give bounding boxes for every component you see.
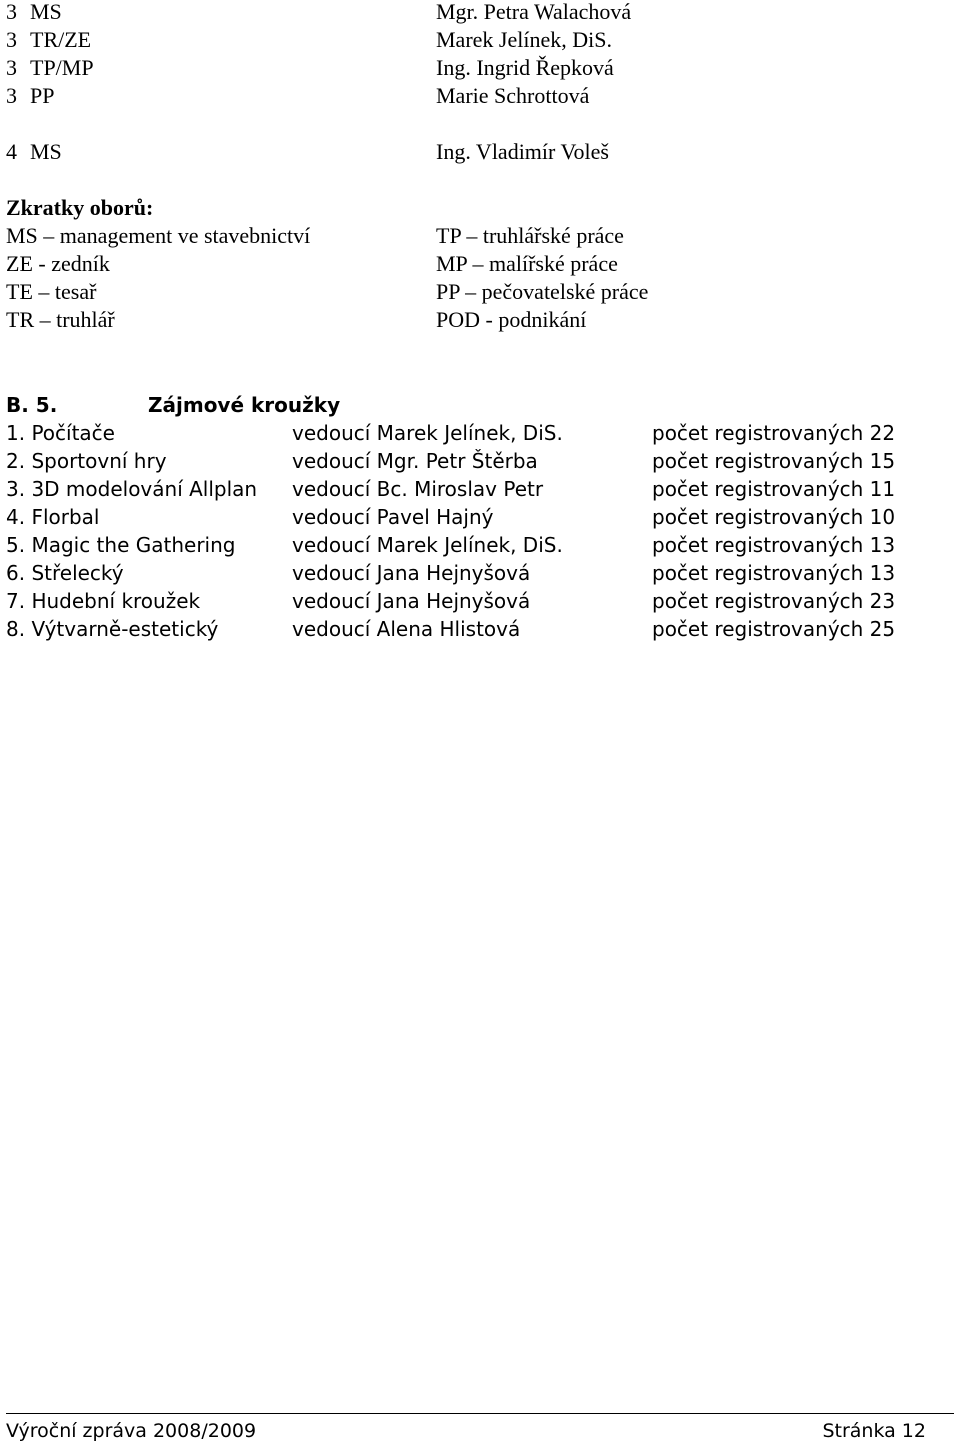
section-number: B. 5. — [6, 393, 58, 417]
club-row — [6, 531, 946, 559]
club-row — [6, 587, 946, 615]
field-code: MS — [30, 0, 62, 24]
club-leader: vedoucí Marek Jelínek, DiS. — [292, 421, 563, 445]
club-registered: počet registrovaných 15 — [652, 449, 896, 473]
club-registered: počet registrovaných 25 — [652, 617, 896, 641]
club-name: 4. Florbal — [6, 505, 100, 529]
teacher-row — [6, 0, 946, 26]
club-leader: vedoucí Bc. Miroslav Petr — [292, 477, 544, 501]
club-registered: počet registrovaných 13 — [652, 533, 896, 557]
field-code: TP/MP — [30, 55, 94, 80]
teacher-name: Marek Jelínek, DiS. — [436, 27, 612, 52]
teacher-name: Ing. Ingrid Řepková — [436, 55, 614, 80]
teacher-row — [6, 138, 946, 166]
club-name: 7. Hudební kroužek — [6, 589, 201, 613]
club-registered: počet registrovaných 10 — [652, 505, 896, 529]
grade: 3 — [6, 83, 17, 108]
field-code: PP — [30, 83, 55, 108]
club-row — [6, 475, 946, 503]
club-registered: počet registrovaných 11 — [652, 477, 896, 501]
abbreviation-item: MS – management ve stavebnictví — [6, 223, 311, 248]
grade: 3 — [6, 0, 17, 24]
teacher-row — [6, 54, 946, 82]
club-name: 3. 3D modelování Allplan — [6, 477, 258, 501]
club-leader: vedoucí Jana Hejnyšová — [292, 561, 531, 585]
teacher-name: Marie Schrottová — [436, 83, 590, 108]
section-title: Zájmové kroužky — [148, 393, 341, 417]
abbreviation-item: MP – malířské práce — [436, 251, 618, 276]
club-name: 5. Magic the Gathering — [6, 533, 236, 557]
grade: 3 — [6, 27, 17, 52]
abbreviation-item: ZE - zedník — [6, 251, 110, 276]
abbreviation-item: TE – tesař — [6, 279, 97, 304]
abbreviation-item: PP – pečovatelské práce — [436, 279, 649, 304]
teacher-name: Mgr. Petra Walachová — [436, 0, 632, 24]
club-leader: vedoucí Mgr. Petr Štěrba — [292, 449, 538, 473]
grade: 4 — [6, 139, 17, 164]
club-row — [6, 615, 946, 643]
teacher-row — [6, 82, 946, 110]
abbreviation-item: POD - podnikání — [436, 307, 587, 332]
club-registered: počet registrovaných 13 — [652, 561, 896, 585]
club-leader: vedoucí Pavel Hajný — [292, 505, 494, 529]
club-name: 6. Střelecký — [6, 561, 124, 585]
club-leader: vedoucí Alena Hlistová — [292, 617, 521, 641]
club-registered: počet registrovaných 22 — [652, 421, 896, 445]
footer-title: Výroční zpráva 2008/2009 — [6, 1420, 257, 1442]
grade: 3 — [6, 55, 17, 80]
abbreviation-item: TP – truhlářské práce — [436, 223, 624, 248]
teacher-row — [6, 26, 946, 54]
club-name: 1. Počítače — [6, 421, 115, 445]
club-name: 2. Sportovní hry — [6, 449, 167, 473]
page-number: Stránka 12 — [822, 1420, 926, 1442]
teacher-name: Ing. Vladimír Voleš — [436, 139, 609, 164]
club-row — [6, 447, 946, 475]
club-row — [6, 503, 946, 531]
club-row — [6, 559, 946, 587]
field-code: TR/ZE — [30, 27, 92, 52]
club-leader: vedoucí Marek Jelínek, DiS. — [292, 533, 563, 557]
field-code: MS — [30, 139, 62, 164]
club-leader: vedoucí Jana Hejnyšová — [292, 589, 531, 613]
club-registered: počet registrovaných 23 — [652, 589, 896, 613]
footer-divider — [6, 1413, 954, 1414]
club-name: 8. Výtvarně-estetický — [6, 617, 219, 641]
abbreviations-heading: Zkratky oborů: — [6, 195, 154, 220]
club-row — [6, 419, 946, 447]
abbreviation-item: TR – truhlář — [6, 307, 115, 332]
